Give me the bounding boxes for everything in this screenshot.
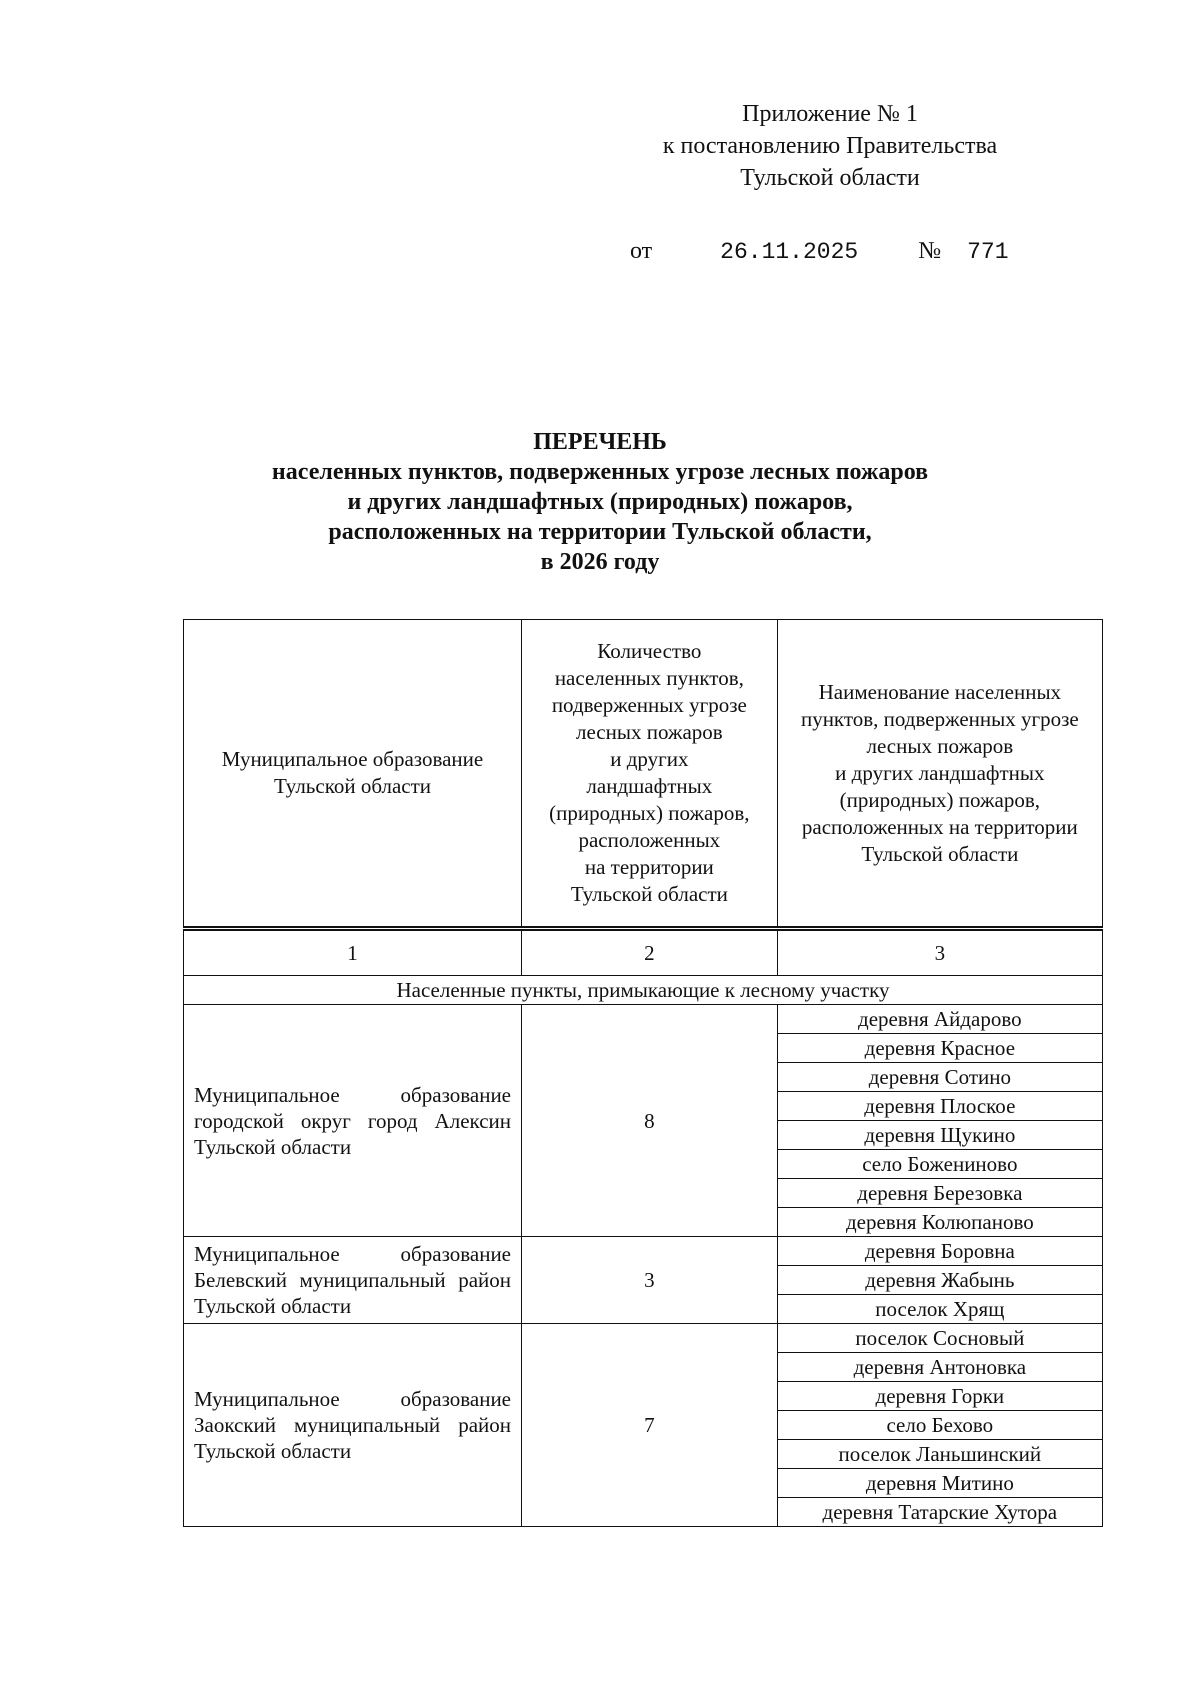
col1-header: Муниципальное образование Тульской области — [184, 620, 522, 929]
document-title — [150, 427, 1050, 577]
groups-body — [184, 1005, 1103, 1527]
settlement-name: деревня Антоновка — [777, 1353, 1102, 1382]
header-line: Тульской области — [861, 841, 1019, 866]
date-prefix: от — [630, 238, 653, 264]
settlement-name: село Божениново — [777, 1150, 1102, 1179]
decree-number: 771 — [967, 239, 1009, 265]
header-line: подверженных угрозе — [551, 693, 747, 717]
settlement-name: поселок Ланьшинский — [777, 1440, 1102, 1469]
settlement-name: деревня Айдарово — [777, 1005, 1102, 1034]
appendix-line: к постановлению Правительства — [662, 133, 998, 159]
settlements-table — [183, 619, 1103, 1527]
settlement-name: деревня Колюпаново — [777, 1208, 1102, 1237]
section-row — [184, 976, 1103, 1005]
header-line: и других — [610, 747, 689, 771]
column-number: 1 — [184, 929, 522, 976]
settlement-name: деревня Горки — [777, 1382, 1102, 1411]
header-line: на территории — [584, 855, 714, 879]
settlement-count: 7 — [522, 1324, 778, 1527]
appendix-line: Приложение № 1 — [742, 101, 918, 127]
number-prefix: № — [918, 238, 942, 264]
table-row — [184, 1324, 1103, 1353]
settlement-name: деревня Березовка — [777, 1179, 1102, 1208]
column-number: 3 — [777, 929, 1102, 976]
header-line: (природных) пожаров, — [839, 787, 1041, 812]
municipality-name: Муниципальное образование городской округ город Алексин Тульской области — [184, 1005, 522, 1237]
header-line: расположенных — [578, 828, 721, 852]
header-line: расположенных на территории — [801, 814, 1078, 839]
decree-date: 26.11.2025 — [720, 239, 859, 265]
settlement-name: поселок Сосновый — [777, 1324, 1102, 1353]
table-row — [184, 1237, 1103, 1266]
municipality-name: Муниципальное образование Заокский муниципальный район Тульской области — [184, 1324, 522, 1527]
title-line: ПЕРЕЧЕНЬ — [533, 429, 667, 455]
settlement-count: 8 — [522, 1005, 778, 1237]
header-line: Количество — [597, 639, 702, 663]
header-line: пунктов, подверженных угрозе — [800, 706, 1079, 731]
header-line: Наименование населенных — [818, 679, 1062, 704]
column-number: 2 — [522, 929, 778, 976]
settlement-name: деревня Татарские Хутора — [777, 1498, 1102, 1527]
decree-date-line — [630, 236, 1009, 267]
settlement-name: деревня Боровна — [777, 1237, 1102, 1266]
col2-header — [522, 620, 778, 929]
appendix-block — [600, 98, 1060, 194]
settlement-name: деревня Сотино — [777, 1063, 1102, 1092]
settlement-count: 3 — [522, 1237, 778, 1324]
section-title: Населенные пункты, примыкающие к лесному участку — [184, 976, 1103, 1005]
settlement-name: поселок Хрящ — [777, 1295, 1102, 1324]
col3-header — [777, 620, 1102, 929]
title-line: и других ландшафтных (природных) пожаров, — [347, 489, 853, 515]
header-line: и других ландшафтных — [835, 760, 1045, 785]
settlement-name: село Бехово — [777, 1411, 1102, 1440]
title-line: населенных пунктов, подверженных угрозе лесных пожаров — [271, 459, 929, 485]
title-line: в 2026 году — [540, 549, 660, 575]
header-line: Тульской области — [570, 882, 728, 906]
header-line: лесных пожаров — [575, 720, 723, 744]
settlement-name: деревня Красное — [777, 1034, 1102, 1063]
column-number-row — [184, 929, 1103, 976]
settlement-name: деревня Митино — [777, 1469, 1102, 1498]
settlement-name: деревня Плоское — [777, 1092, 1102, 1121]
title-line: расположенных на территории Тульской области, — [328, 519, 872, 545]
settlement-name: деревня Щукино — [777, 1121, 1102, 1150]
settlement-name: деревня Жабынь — [777, 1266, 1102, 1295]
header-line: (природных) пожаров, — [549, 801, 750, 825]
appendix-line: Тульской области — [740, 165, 920, 191]
table-row — [184, 1005, 1103, 1034]
municipality-name: Муниципальное образование Белевский муниципальный район Тульской области — [184, 1237, 522, 1324]
table-header-row — [184, 620, 1103, 929]
header-line: лесных пожаров — [866, 733, 1014, 758]
header-line: населенных пунктов, — [554, 666, 744, 690]
header-line: ландшафтных — [586, 774, 713, 798]
